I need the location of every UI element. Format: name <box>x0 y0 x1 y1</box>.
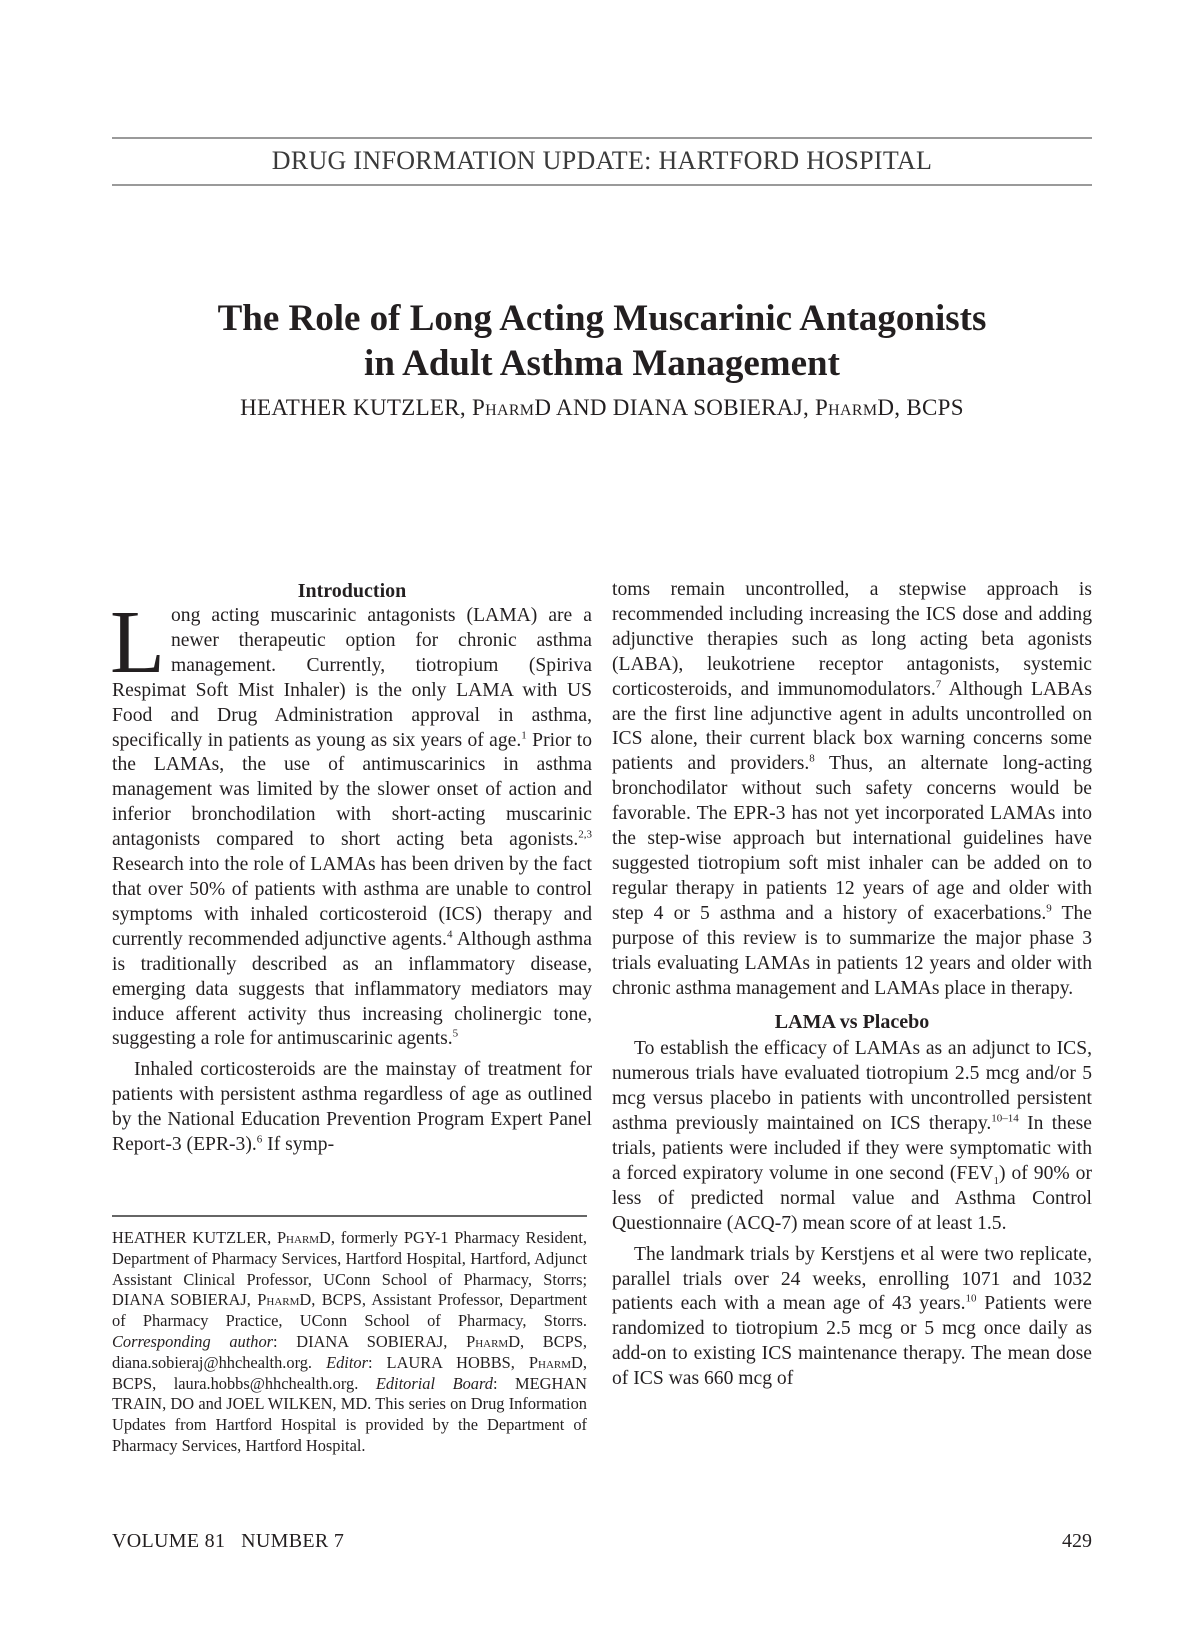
running-head: DRUG INFORMATION UPDATE: HARTFORD HOSPITAL <box>271 146 933 175</box>
footnote-text: , BCPS, diana.sobieraj@hhchealth.org. <box>112 1331 587 1372</box>
right-column <box>612 578 1092 1392</box>
text-run: The landmark trials by Kerstjens et al were two replicate, parallel trials over 24 weeks, enrolling 1071 and 1032 patients each with a mean age of 43 years. <box>612 1243 1092 1315</box>
title-line-1: The Role of Long Acting Muscarinic Antagonists <box>217 298 987 339</box>
author-2-name: AND DIANA SOBIERAJ, <box>551 395 816 420</box>
footnote-text: : DIANA SOBIERAJ, <box>273 1331 467 1351</box>
body-paragraph-continued <box>612 578 1092 1001</box>
text-run: The purpose of this review is to summarize the major phase 3 trials evaluating LAMAs in patients 12 years and older with chronic asthma management and LAMAs place in therapy. <box>612 902 1092 999</box>
footnote-degree: PharmD <box>257 1290 312 1310</box>
text-run: Research into the role of LAMAs has been driven by the fact that over 50% of patients with asthma are unable to control symptoms with inhaled corticosteroid (ICS) therapy and currently recommended adjunctive agents. <box>112 854 592 950</box>
text-run: Although asthma is traditionally described as an inflammatory disease, emerging data suggests that inflammatory mediators may induce afferent activity thus increasing cholinergic tone, suggesting a role for antimuscarinic agents. <box>112 928 592 1050</box>
left-column <box>112 578 592 1158</box>
footnote-rule <box>112 1215 587 1217</box>
text-run: ong acting muscarinic antagonists (LAMA) are a newer therapeutic option for chronic asthma management. Currently, tiotropium (Spiriva Respimat Soft Mist Inhaler) is the only LAMA with US Food and Drug Administration approval in asthma, specifically in patients as young as six years of age. <box>112 605 592 751</box>
citation: 5 <box>452 1027 459 1040</box>
text-run: To establish the efficacy of LAMAs as an adjunct to ICS, numerous trials have evaluated tiotropium 2.5 mcg and/or 5 mcg versus placebo in patients with uncontrolled persistent asthma previously maintained on ICS therapy. <box>612 1038 1092 1135</box>
author-1-name: HEATHER KUTZLER, <box>240 395 473 420</box>
footnote-degree: PharmD <box>276 1228 331 1247</box>
footnote-text: : LAURA HOBBS, <box>367 1352 529 1372</box>
footnote-text: : MEGHAN TRAIN, DO and JOEL WILKEN, MD. This series on Drug Information Updates from Hartford Hospital is provided by the Department of Pharmacy Services, Hartford Hospital. <box>112 1373 587 1455</box>
text-run: Thus, an alternate long-acting bronchodilator without such safety concerns would be favorable. The EPR-3 has not yet incorporated LAMAs into the step-wise approach but international guidelines have suggested tiotropium soft mist inhaler can be added on to regular therapy in patients 12 years of age and older with step 4 or 5 asthma and a history of exacerbations. <box>612 753 1092 924</box>
section-heading-lama-vs-placebo: LAMA vs Placebo <box>774 1011 930 1034</box>
header-rule-top <box>112 137 1092 139</box>
title-line-2: in Adult Asthma Management <box>364 343 840 384</box>
citation: 4 <box>446 928 453 941</box>
subscript: 1 <box>993 1174 999 1187</box>
footnote-degree: PharmD <box>528 1352 583 1372</box>
footnote-italic: Editorial Board <box>375 1373 493 1393</box>
footnote-italic: Corresponding author <box>112 1331 274 1351</box>
lama-paragraph-2 <box>612 1243 1092 1392</box>
text-run: Although LABAs are the first line adjunctive agent in adults uncontrolled on ICS alone, their current black box warning concerns some patients and providers. <box>612 678 1093 775</box>
section-heading-introduction: Introduction <box>297 580 407 602</box>
author-footnote <box>112 1228 587 1457</box>
footnote-italic: Editor <box>326 1352 368 1372</box>
header-rule-bottom <box>112 184 1092 186</box>
lama-paragraph-1 <box>612 1037 1092 1236</box>
citation: 6 <box>256 1133 263 1146</box>
footnote-degree: PharmD <box>466 1331 521 1351</box>
text-run: Patients were randomized to tiotropium 2.5 mcg or 5 mcg once daily as add-on to existing ICS maintenance therapy. The mean dose of ICS was 660 mcg of <box>612 1293 1092 1390</box>
footnote-text: , BCPS, laura.hobbs@hhchealth.org. <box>112 1352 587 1393</box>
author-1-degree: PharmD <box>472 395 552 420</box>
article-title <box>112 296 1092 386</box>
text-run: Prior to the LAMAs, the use of antimuscarinics in asthma management was limited by the slower onset of action and inferior bronchodilation with short-acting muscarinic antagonists compared to short acting beta agonists. <box>112 729 592 851</box>
drop-cap: L <box>110 593 165 692</box>
text-run: ) of 90% or less of predicted normal value and Asthma Control Questionnaire (ACQ-7) mean score of at least 1.5. <box>612 1162 1093 1234</box>
footer-volume: VOLUME 81 NUMBER 7 <box>112 1530 345 1552</box>
author-line <box>112 395 1092 421</box>
text-run: toms remain uncontrolled, a stepwise approach is recommended including increasing the ICS dose and adding adjunctive therapies such as long acting beta agonists (LABA), leukotriene receptor antagonists, systemic corticosteroids, and immunomodulators. <box>612 579 1092 700</box>
text-run: Inhaled corticosteroids are the mainstay of treatment for patients with persistent asthma regardless of age as outlined by the National Education Prevention Program Expert Panel Report-3 (EPR-3). <box>112 1059 592 1156</box>
citation: 9 <box>1046 902 1052 915</box>
intro-paragraph-2 <box>112 1058 592 1158</box>
citation: 10 <box>965 1292 977 1305</box>
footnote-text: , formerly PGY-1 Pharmacy Resident, Department of Pharmacy Services, Hartford Hospital, Hartford, Adjunct Assistant Clinical Professor, UConn School of Pharmacy, Storrs; DIANA SOBIERAJ, <box>112 1228 588 1310</box>
author-2-credential: , BCPS <box>894 395 964 420</box>
citation: 1 <box>521 729 527 741</box>
intro-paragraph-1 <box>110 593 592 1052</box>
author-2-degree: PharmD <box>815 395 895 420</box>
page-number: 429 <box>1062 1530 1092 1552</box>
citation: 8 <box>809 752 815 765</box>
footnote-text: HEATHER KUTZLER, <box>112 1228 277 1247</box>
citation: 10–14 <box>991 1112 1019 1125</box>
citation: 7 <box>935 678 942 691</box>
citation: 2,3 <box>578 828 592 841</box>
text-run: In these trials, patients were included if they were symptomatic with a forced expiratory volume in one second (FEV <box>612 1113 1092 1184</box>
footnote-text: , BCPS, Assistant Professor, Department of Pharmacy Practice, UConn School of Pharmacy, Storrs. <box>112 1290 587 1331</box>
text-run: If symp- <box>262 1134 335 1156</box>
